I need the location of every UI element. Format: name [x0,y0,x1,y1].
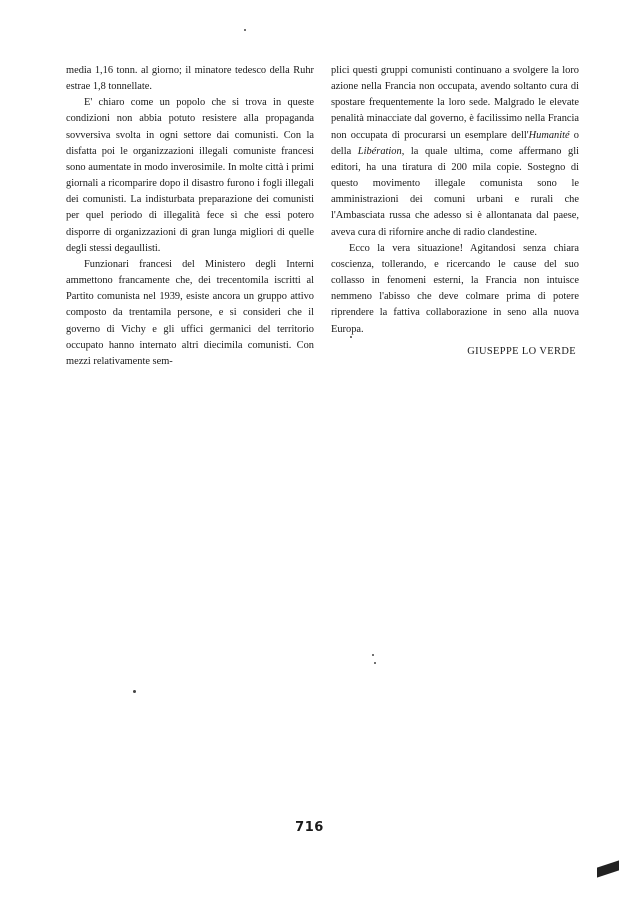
right-text-column [331,63,579,360]
paragraph: E' chiaro come un popolo che si trova in queste condizioni non abbia potuto resistere alla propaganda sovversiva svolta in ogni settore dai comunisti. Con la disfatta poi le organizzazioni illegali comuniste francesi sono aumentate in modo inverosimile. In molte città i primi giornali a ricomparire dopo il disastro furono i fogli illegali dei comunisti. La indisturbata preparazione dei comunisti per quel periodo di illegalità fece sì che essi potero disporre di organizzazioni di gran lunga migliori di quelle degli stessi degaullisti. [66,97,314,254]
newspaper-title-liberation: Libération [357,145,402,157]
paragraph [331,63,579,241]
scan-speck [374,662,376,664]
author-signature: GIUSEPPE LO VERDE [467,345,576,357]
paragraph: media 1,16 tonn. al giorno; il minatore tedesco della Ruhr estrae 1,8 tonnellate. [66,65,314,93]
paragraph: Ecco la vera situazione! Agitandosi senza chiara coscienza, tollerando, e ricercando le cause del suo collasso in fenomeni esterni, la Francia non intuisce nemmeno l'abisso che deve colmare prima di potere riprendere la fattiva collaborazione in seno alla nuova Europa. [331,242,579,335]
scan-edge-mark [597,860,619,877]
scan-speck [372,654,374,656]
left-text-column [66,63,314,370]
scan-speck [133,690,136,693]
page-number: 716 [295,820,324,835]
paragraph: Funzionari francesi del Ministero degli Interni ammettono francamente che, dei trecentomila iscritti al Partito comunista nel 1939, esiste ancora un gruppo attivo composto da trentamila persone, e si consideri che il governo di Vichy e gli uffici germanici del territorio occupato hanno internato altri diecimila comunisti. Con mezzi relativamente sem- [66,258,314,367]
text-run: plici questi gruppi comunisti continuano a svolgere la loro azione nella Francia non occupata, avendo soltanto cura di spostare frequentemente la loro sede. Malgrado le elevate penalità minacciate dal governo, è facilissimo nella Francia non occupata di procurarsi un esemplare dell' [331,65,579,141]
scan-speck [350,336,352,338]
text-run: , la quale ultima, come affermano gli editori, ha una tiratura di 200 mila copie. Sostegno di questo movimento illegale comunista sono le amministrazioni dei comuni urbani e rurali che l'Ambasciata russa che adesso si è allontanata dal paese, aveva cura di rifornire anche di radio clandestine. [331,145,579,238]
scan-speck [244,29,246,31]
text-run: o della [331,129,579,157]
newspaper-title-humanite: Humanité [528,129,570,141]
